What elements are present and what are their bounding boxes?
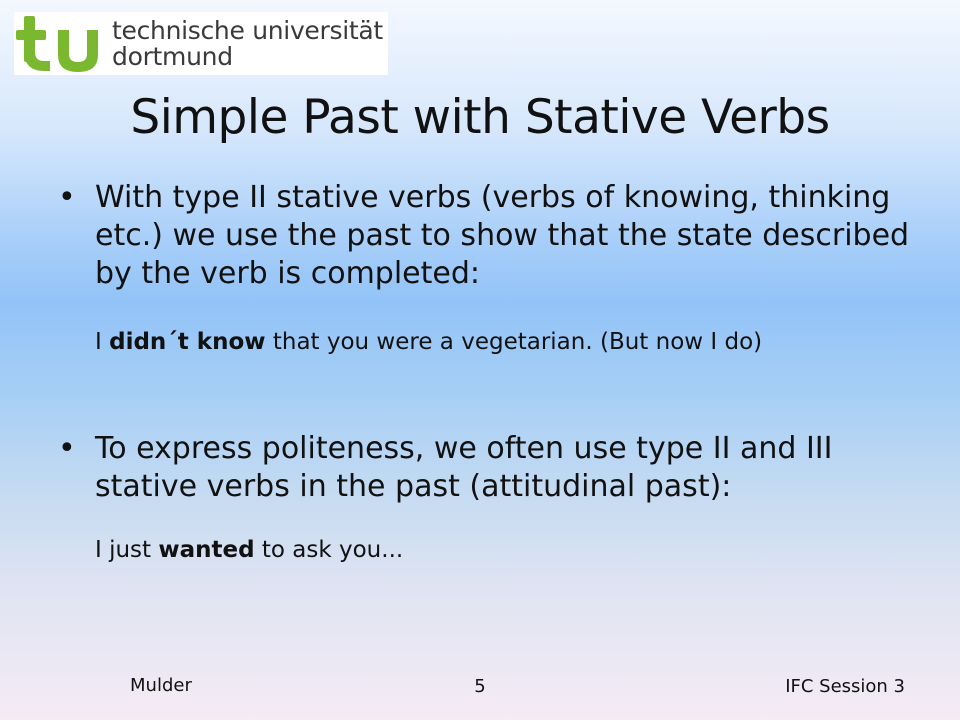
example-2-bold: wanted (158, 537, 255, 563)
bullet-point-icon: • (58, 431, 76, 466)
tu-dortmund-logo (14, 12, 388, 75)
example-2-after: to ask you... (254, 537, 404, 563)
logo-line-2: dortmund (112, 42, 233, 71)
footer-page-number: 5 (474, 676, 486, 697)
bullet-item-1 (58, 179, 918, 293)
bullet-text-2: To express politeness, we often use type II and III stative verbs in the past (attitudinal past): (95, 431, 833, 504)
example-sentence-2 (95, 535, 403, 565)
logo-wordmark (112, 18, 383, 70)
footer-session: IFC Session 3 (785, 676, 905, 697)
logo-line-1: technische universität (112, 16, 383, 45)
example-1-after: that you were a vegetarian. (But now I do) (265, 329, 763, 355)
example-1-bold: didn´t know (109, 329, 266, 355)
example-sentence-1 (95, 327, 762, 357)
bullet-point-icon: • (58, 180, 76, 215)
bullet-text-1: With type II stative verbs (verbs of knowing, thinking etc.) we use the past to show that the state described by the verb is completed: (95, 180, 910, 291)
example-2-before: I just (95, 537, 159, 563)
example-1-before: I (95, 329, 110, 355)
footer-author: Mulder (130, 675, 192, 696)
tu-logo-icon (16, 14, 106, 74)
bullet-item-2 (58, 430, 918, 506)
slide-title: Simple Past with Stative Verbs (130, 90, 830, 145)
